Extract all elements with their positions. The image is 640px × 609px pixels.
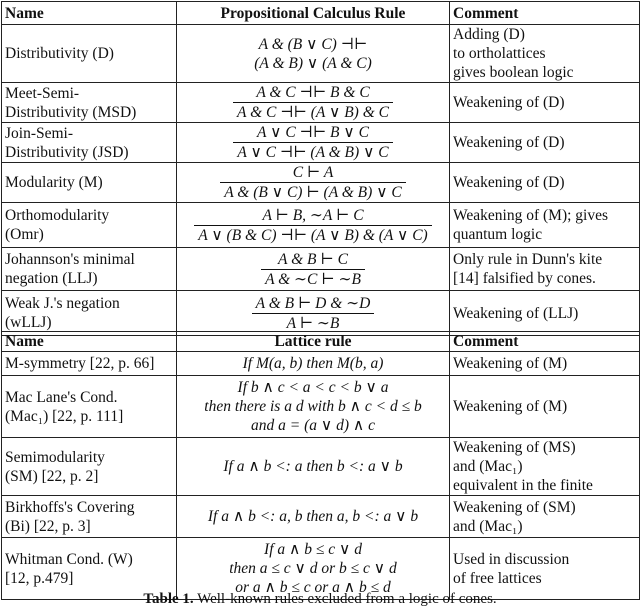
text-line: Only rule in Dunn's kite [453, 251, 603, 268]
premise: A ⊢ B, ∼A ⊢ C [262, 206, 364, 224]
table-row [2, 376, 640, 438]
text-line: Birkhoffs's Covering [5, 498, 135, 516]
rule-comment [450, 438, 640, 496]
text-line: Whitman Cond. (W) [5, 550, 133, 568]
premise: A & C ⊣⊢ B & C [256, 84, 370, 101]
rule-name [2, 248, 177, 291]
inference-fraction [233, 123, 392, 162]
rule-name [2, 376, 177, 438]
text-line: then there is a d with b ∧ c < d ≤ b [204, 398, 422, 415]
conclusion: A ⊢ ∼B [252, 313, 375, 333]
table-row [2, 352, 640, 376]
rule-name [2, 438, 177, 496]
table-row [2, 163, 640, 203]
text-line: of free lattices [453, 569, 542, 587]
rule-comment [450, 163, 640, 203]
table-row [2, 291, 640, 336]
rule-formula [177, 376, 450, 438]
rule-name [2, 163, 177, 203]
table-row [2, 248, 640, 291]
text-line: Weakening of (M) [453, 355, 568, 372]
inference-fraction [220, 163, 406, 202]
text-line: (Bi) [22, p. 3] [5, 517, 91, 535]
text-line: then a ≤ c ∨ d or b ≤ c ∨ d [229, 560, 397, 577]
text-line: Distributivity (JSD) [5, 143, 129, 161]
text-line: (A & B) ∨ (A & C) [254, 54, 372, 72]
table-row [2, 123, 640, 163]
text-line: If a ∧ b <: a then b <: a ∨ b [223, 458, 403, 475]
text-line: M-symmetry [22, p. 66] [5, 355, 155, 372]
text-line: [14] falsified by cones. [453, 270, 596, 287]
rule-formula [177, 203, 450, 248]
propositional-rules-table [1, 1, 640, 336]
text-line: Join-Semi- [5, 124, 74, 142]
table-row [2, 83, 640, 123]
text-line: Orthomodularity [5, 207, 110, 224]
conclusion: A & (B ∨ C) ⊢ (A & B) ∨ C [220, 182, 406, 202]
conclusion: A ∨ (B & C) ⊣⊢ (A ∨ B) & (A ∨ C) [194, 225, 431, 245]
conclusion: A & C ⊣⊢ (A ∨ B) & C [233, 102, 393, 122]
text-line: (Omr) [5, 226, 44, 243]
header-rule: Propositional Calculus Rule [177, 2, 450, 25]
rule-formula [177, 123, 450, 163]
text-line: Weakening of (M); gives [453, 207, 608, 224]
text-line: and (Mac₁) [453, 458, 523, 475]
rule-formula [177, 248, 450, 291]
header-name: Name [2, 332, 177, 352]
premise: A & B ⊢ C [278, 250, 348, 268]
inference-fraction [194, 206, 431, 245]
text-line: Weakening of (MS) [453, 439, 576, 456]
text-line: Meet-Semi- [5, 84, 80, 102]
rule-comment [450, 352, 640, 376]
text-line: or a ∧ b ≤ c or a ∧ b ≤ d [235, 579, 391, 596]
rule-formula [177, 291, 450, 336]
rule-name [2, 123, 177, 163]
table-caption [0, 591, 640, 608]
header-comment: Comment [450, 2, 640, 25]
text-line: Adding (D) [453, 26, 525, 43]
rule-comment [450, 248, 640, 291]
rule-comment [450, 83, 640, 123]
text-line: negation (LLJ) [5, 270, 98, 287]
text-line: Distributivity (D) [5, 45, 114, 62]
rule-comment [450, 203, 640, 248]
table-row [2, 496, 640, 538]
table-row [2, 25, 640, 83]
text-line: and (Mac₁) [453, 517, 523, 535]
rule-name [2, 352, 177, 376]
text-line: (wLLJ) [5, 314, 52, 331]
text-line: Weakening of (LLJ) [453, 304, 579, 322]
rule-comment [450, 376, 640, 438]
text-line: If b ∧ c < a < c < b ∨ a [237, 379, 389, 396]
rule-name [2, 25, 177, 83]
text-line: Mac Lane's Cond. [5, 388, 118, 406]
text-line: Weak J.'s negation [5, 295, 120, 312]
text-line: Johannson's minimal [5, 251, 135, 268]
rule-name [2, 83, 177, 123]
rule-comment [450, 123, 640, 163]
premise: A ∨ C ⊣⊢ B ∨ C [257, 124, 369, 141]
caption-text: Well-known rules excluded from a logic of cones. [193, 591, 497, 607]
text-line: Distributivity (MSD) [5, 103, 137, 121]
text-line: Weakening of (M) [453, 398, 568, 415]
rule-comment [450, 25, 640, 83]
text-line: Weakening of (D) [453, 94, 565, 111]
text-line: Modularity (M) [5, 174, 103, 191]
rule-formula [177, 163, 450, 203]
text-line: If a ∧ b <: a, b then a, b <: a ∨ b [207, 508, 419, 525]
text-line: (Mac₁) [22, p. 111] [5, 407, 124, 425]
conclusion: A ∨ C ⊣⊢ (A & B) ∨ C [233, 142, 392, 162]
header-row [2, 332, 640, 352]
rule-comment [450, 496, 640, 538]
text-line: [12, p.479] [5, 569, 74, 587]
header-name: Name [2, 2, 177, 25]
text-line: to ortholattices [453, 45, 546, 62]
text-line: If M(a, b) then M(b, a) [242, 355, 384, 372]
rule-name [2, 291, 177, 336]
rule-formula [177, 25, 450, 83]
text-line: quantum logic [453, 226, 543, 243]
text-line: If a ∧ b ≤ c ∨ d [264, 541, 362, 558]
header-comment: Comment [450, 332, 640, 352]
text-line: Weakening of (D) [453, 134, 565, 151]
inference-fraction [252, 294, 375, 333]
text-line: gives boolean logic [453, 64, 574, 81]
text-line: A & (B ∨ C) ⊣⊢ [258, 35, 368, 53]
rule-comment [450, 291, 640, 336]
text-line: Used in discussion [453, 550, 570, 568]
rule-formula [177, 438, 450, 496]
rule-formula [177, 496, 450, 538]
inference-fraction [233, 83, 393, 122]
rule-formula [177, 83, 450, 123]
text-line: Weakening of (SM) [453, 498, 576, 516]
text-line: and a = (a ∨ d) ∧ c [251, 417, 375, 434]
table-row [2, 203, 640, 248]
text-line: Semimodularity [5, 448, 105, 466]
caption-label: Table 1. [143, 591, 194, 607]
text-line: Weakening of (D) [453, 174, 565, 191]
premise: C ⊢ A [292, 164, 334, 181]
rule-name [2, 203, 177, 248]
rule-formula [177, 352, 450, 376]
conclusion: A & ∼C ⊢ ∼B [261, 269, 365, 289]
text-line: (SM) [22, p. 2] [5, 467, 99, 485]
header-rule: Lattice rule [177, 332, 450, 352]
text-line: equivalent in the finite [453, 477, 593, 494]
rule-name [2, 496, 177, 538]
lattice-rules-table [1, 331, 640, 600]
premise: A & B ⊢ D & ∼D [255, 294, 371, 312]
table-row [2, 438, 640, 496]
inference-fraction [261, 250, 365, 289]
header-row [2, 2, 640, 25]
